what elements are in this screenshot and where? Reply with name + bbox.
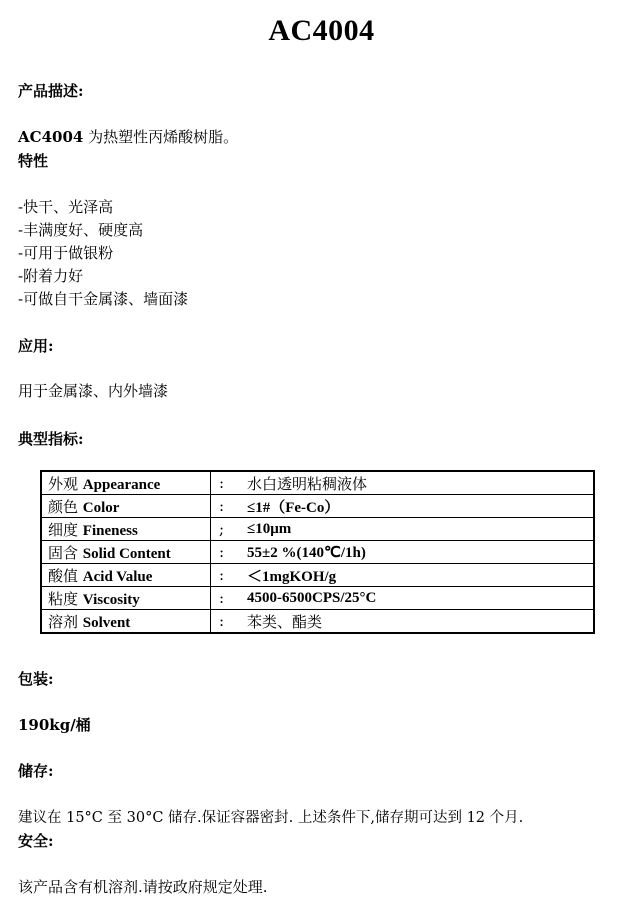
spec-value: 4500-6500CPS/25°C	[237, 587, 594, 610]
application-text: 用于金属漆、内外墙漆	[18, 382, 169, 400]
description-heading: 产品描述:	[18, 82, 84, 100]
specs-table	[40, 470, 595, 634]
spec-value: 水白透明粘稠液体	[237, 471, 594, 495]
spec-value: ≤1#（Fe-Co）	[237, 495, 594, 518]
table-row	[41, 495, 594, 518]
spec-label: 粘度 Viscosity	[41, 587, 211, 610]
spec-label: 溶剂 Solvent	[41, 610, 211, 634]
spec-label: 外观 Appearance	[41, 471, 211, 495]
feature-item: -快干、光泽高	[18, 198, 114, 216]
spec-value: ＜1mgKOH/g	[237, 564, 594, 587]
spec-value: ≤10μm	[237, 518, 594, 541]
application-heading: 应用:	[18, 337, 54, 355]
specs-heading: 典型指标:	[18, 430, 84, 448]
table-row	[41, 564, 594, 587]
feature-item: -丰满度好、硬度高	[18, 221, 144, 239]
spec-label: 固含 Solid Content	[41, 541, 211, 564]
feature-item: -附着力好	[18, 267, 84, 285]
spec-value: 55±2 %(140℃/1h)	[237, 541, 594, 564]
safety-heading: 安全:	[18, 832, 54, 850]
storage-heading: 储存:	[18, 762, 54, 780]
storage-text: 建议在 15°C 至 30°C 储存.保证容器密封. 上述条件下,储存期可达到 12 个月.	[18, 810, 524, 826]
feature-item: -可用于做银粉	[18, 244, 114, 262]
spec-value: 苯类、酯类	[237, 610, 594, 634]
spec-separator: :	[211, 564, 238, 587]
packaging-heading: 包装:	[18, 670, 54, 688]
description-body: 为热塑性丙烯酸树脂。	[83, 128, 239, 146]
table-row	[41, 587, 594, 610]
spec-separator: :	[211, 587, 238, 610]
safety-text: 该产品含有机溶剂.请按政府规定处理.	[18, 878, 268, 896]
spec-separator: :	[211, 495, 238, 518]
feature-item: -可做自干金属漆、墙面漆	[18, 290, 189, 308]
spec-separator: :	[211, 541, 238, 564]
spec-label: 酸值 Acid Value	[41, 564, 211, 587]
spec-label: 颜色 Color	[41, 495, 211, 518]
table-row	[41, 518, 594, 541]
spec-separator: ;	[211, 518, 238, 541]
table-row	[41, 471, 594, 495]
product-code: AC4004	[18, 128, 84, 146]
description-text	[18, 126, 238, 147]
spec-separator: :	[211, 610, 238, 634]
spec-separator: :	[211, 471, 238, 495]
table-row	[41, 541, 594, 564]
spec-label: 细度 Fineness	[41, 518, 211, 541]
document-title: AC4004	[268, 14, 375, 47]
features-heading: 特性	[18, 152, 49, 170]
packaging-text: 190kg/桶	[18, 716, 91, 734]
table-row	[41, 610, 594, 634]
